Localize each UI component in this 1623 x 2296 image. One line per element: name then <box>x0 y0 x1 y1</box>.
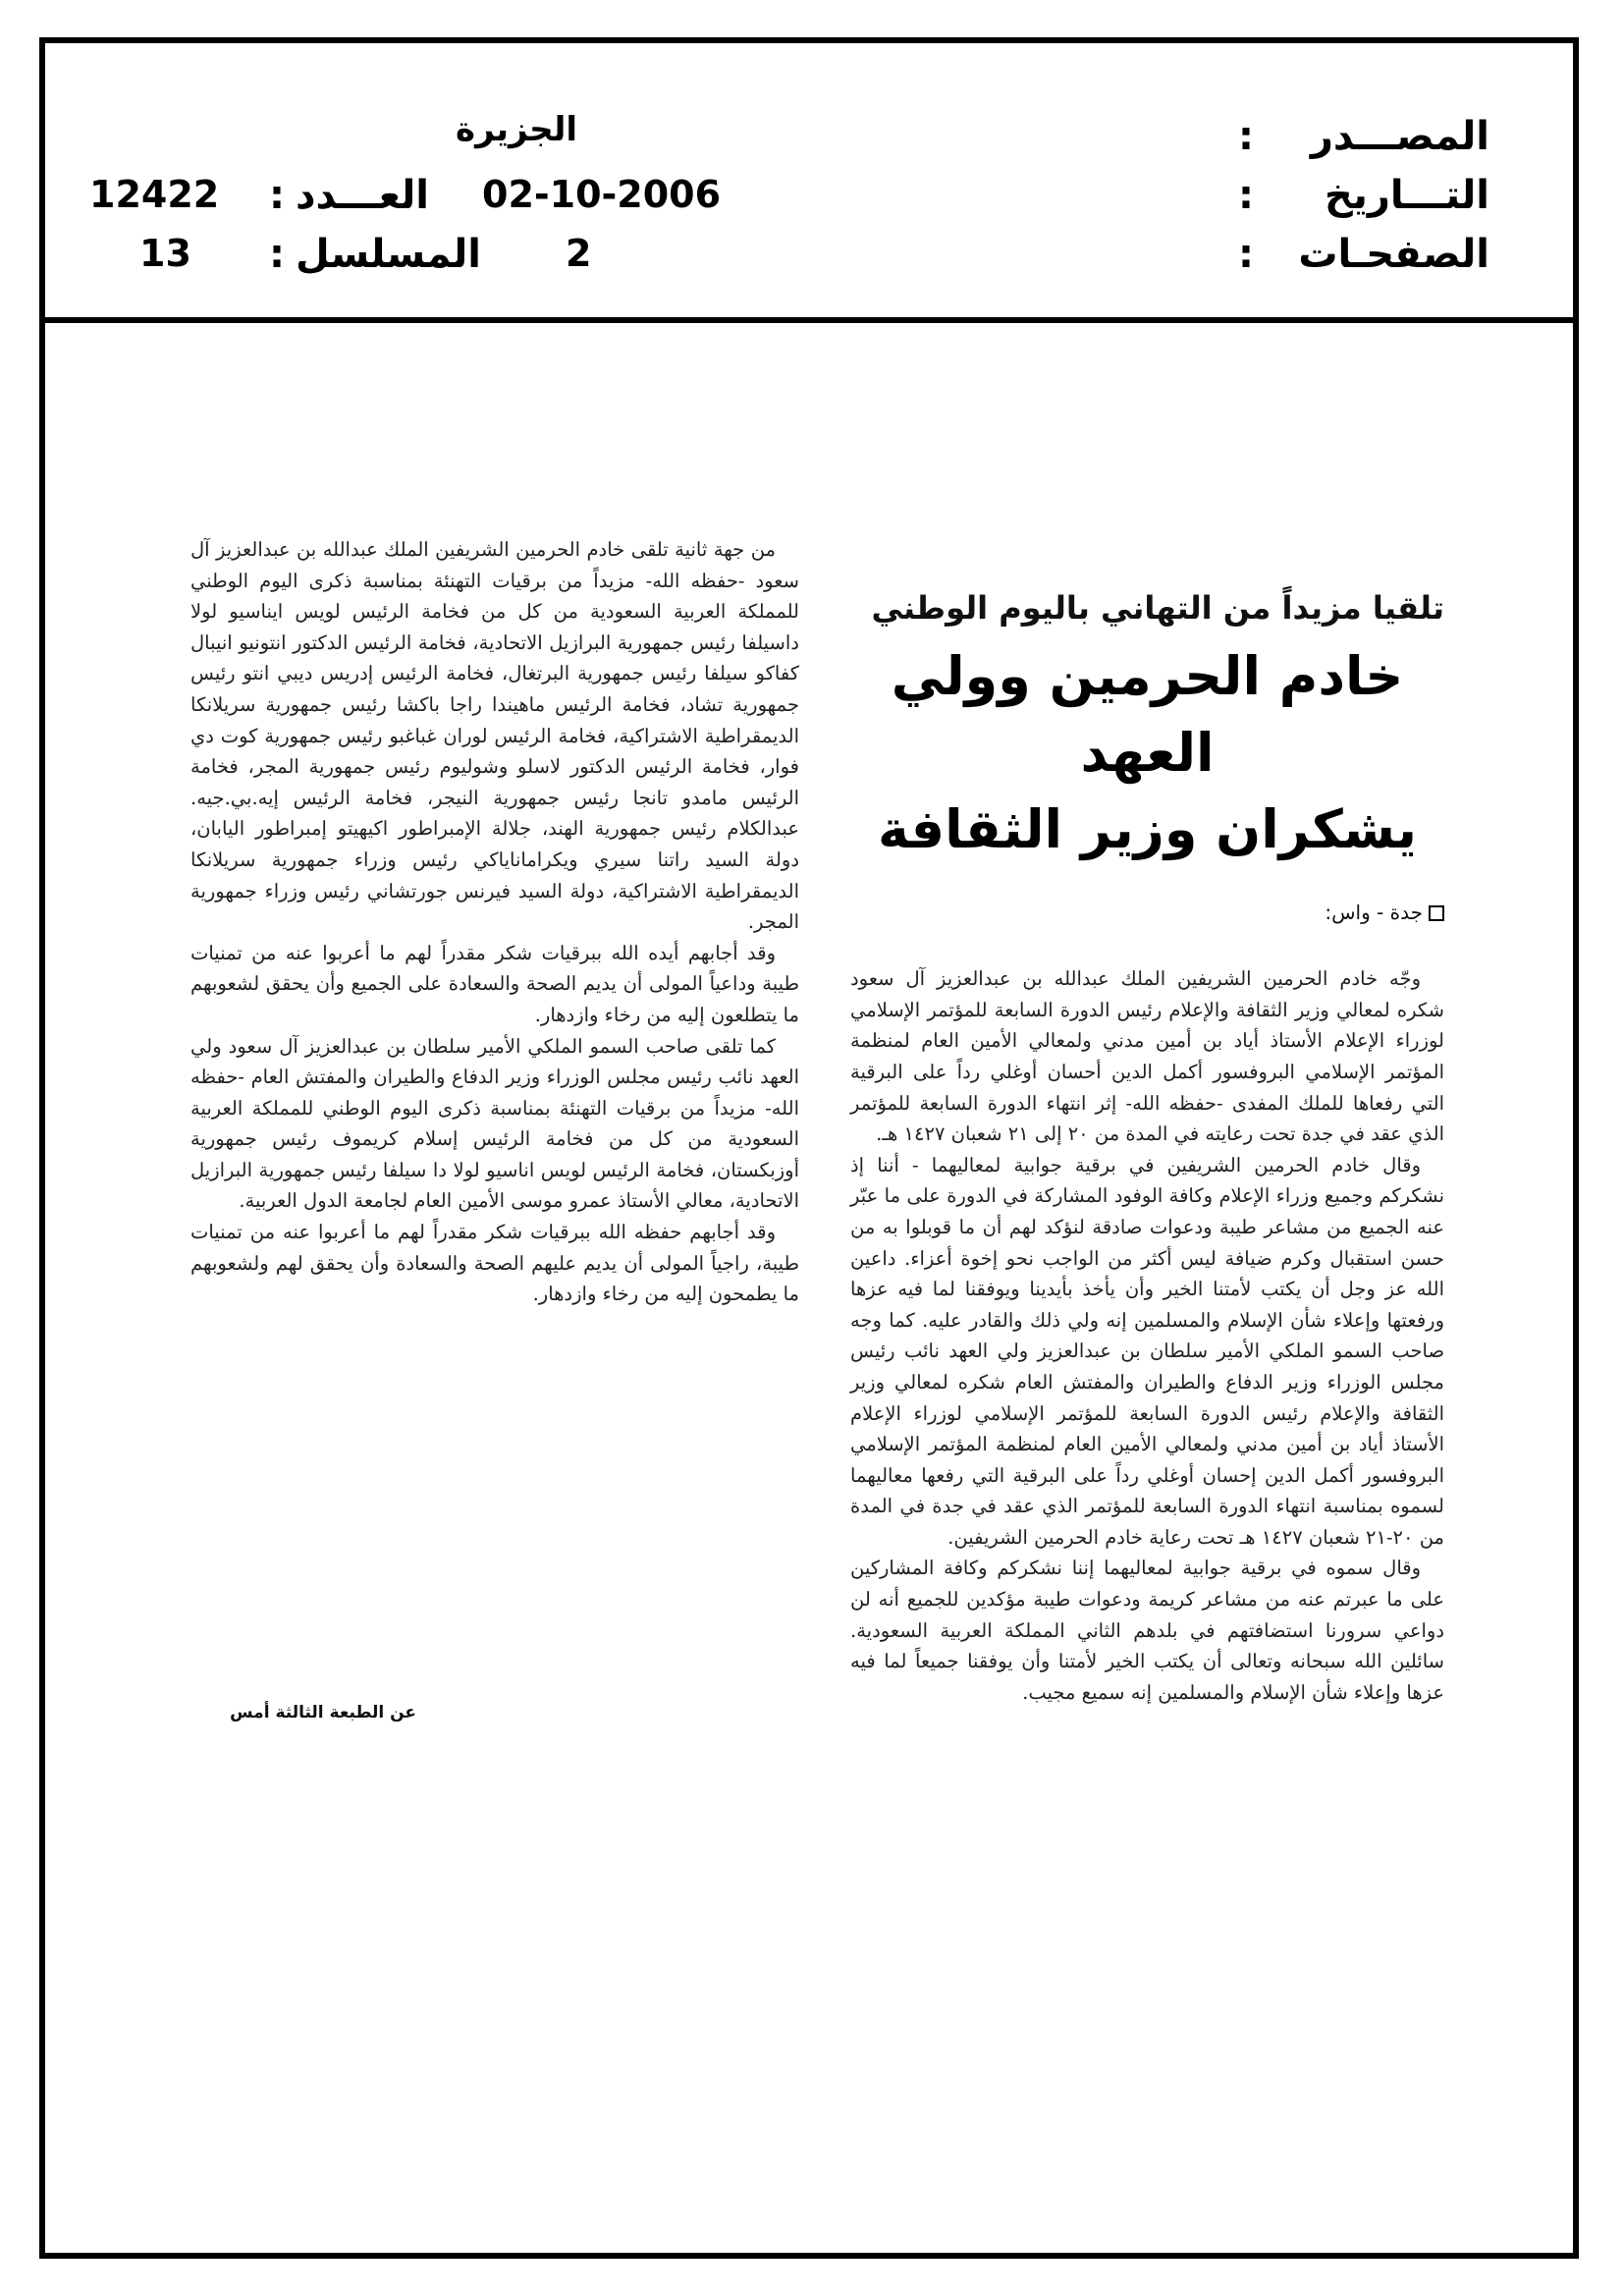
left-paragraph-2: وقد أجابهم أيده الله ببرقيات شكر مقدراً لهم ما أعربوا عنه من تمنيات طيبة وداعياً المولى أن يديم الصحة والسعادة على الجميع وأن يحقق لشعوبهم ما يتطلعون إليه من رخاء وازدهار. <box>190 941 799 1026</box>
serial-colon: : <box>269 232 285 277</box>
serial-label: المسلسل <box>296 232 481 277</box>
dateline-text: جدة - واس: <box>1325 900 1423 924</box>
article-dateline <box>850 898 1444 929</box>
article-area <box>45 367 1573 2233</box>
date-value: 02-10-2006 <box>482 173 722 216</box>
article-kicker: تلقيا مزيداً من التهاني باليوم الوطني <box>871 589 1444 627</box>
pages-label: الصفحـات <box>1298 232 1489 277</box>
left-paragraph-4: وقد أجابهم حفظه الله ببرقيات شكر مقدراً لهم ما أعربوا عنه من تمنيات طيبة، راجياً المولى أن يديم عليهم الصحة والسعادة وأن يحقق لهم ولشعوبهم ما يطمحون إليه من رخاء وازدهار. <box>190 1221 799 1306</box>
edition-source-note: عن الطبعة الثالثة أمس <box>230 1703 416 1722</box>
page-frame <box>39 37 1579 2259</box>
left-paragraph-1: من جهة ثانية تلقى خادم الحرمين الشريفين الملك عبدالله بن عبدالعزيز آل سعود -حفظه الله- مزيداً من برقيات التهنئة بمناسبة ذكرى اليوم الوطني للمملكة العربية السعودية من كل من فخامة الرئيس لويس ايناسيو لولا داسيلفا رئيس جمهورية البرازيل الاتحادية، فخامة الرئيس الدكتور انتونيو انيبال كفاكو سيلفا رئيس جمهورية البرتغال، فخامة الرئيس إدريس ديبي انتو رئيس جمهورية تشاد، فخامة الرئيس ماهيندا راجا باكشا رئيس جمهورية سريلانكا الديمقراطية الاشتراكية، فخامة الرئيس لوران غباغبو رئيس جمهورية كوت دي فوار، فخامة الرئيس الدكتور لاسلو وشوليوم رئيس جمهورية المجر، فخامة الرئيس مامدو تانجا رئيس جمهورية النيجر، فخامة الرئيس إيه.بي.جيه. عبدالكلام رئيس جمهورية الهند، جلالة الإمبراطور اكيهيتو إمبراطور اليابان، دولة السيد راتنا سيري ويكراماناياكي رئيس وزراء جمهورية سريلانكا الديمقراطية الاشتراكية، دولة السيد فيرنس جورتشاني رئيس وزراء جمهورية المجر. <box>190 538 799 934</box>
right-paragraph-2: وقال خادم الحرمين الشريفين في برقية جوابية لمعاليهما - أننا إذ نشكركم وجميع وزراء الإعلام وكافة الوفود المشاركة في الدورة على ما عبّر عنه الجميع من مشاعر طيبة ودعوات صادقة لنؤكد لهم أن ما قوبلوا به من حسن استقبال وكرم ضيافة ليس أكثر من الواجب نحو إخوة أعزاء. داعين الله عز وجل أن يكتب لأمتنا الخير وأن يأخذ بأيدينا ويوفقنا لما فيه عزها ورفعتها وإعلاء شأن الإسلام والمسلمين إنه ولي ذلك والقادر عليه. كما وجه صاحب السمو الملكي الأمير سلطان بن عبدالعزيز ولي العهد نائب رئيس مجلس الوزراء وزير الدفاع والطيران والمفتش العام شكره لمعالي وزير الثقافة والإعلام رئيس الدورة السابعة للمؤتمر الإسلامي لوزراء الإعلام الأستاذ أياد بن أمين مدني ولمعالي الأمين العام لمنظمة المؤتمر الإسلامي البروفسور أكمل الدين إحسان أوغلي رداً على البرقية التي رفعها معاليهما لسموه بمناسبة انتهاء الدورة السابعة للمؤتمر الذي عقد في جدة في المدة من ٢٠-٢١ شعبان ١٤٢٧ هـ تحت رعاية خادم الحرمين الشريفين. <box>850 1153 1444 1549</box>
article-left-column <box>190 534 799 1310</box>
pages-colon: : <box>1238 232 1254 277</box>
right-paragraph-1: وجّه خادم الحرمين الشريفين الملك عبدالله بن عبدالعزيز آل سعود شكره لمعالي وزير الثقافة والإعلام رئيس الدورة السابعة للمؤتمر الإسلامي لوزراء الإعلام الأستاذ أياد بن أمين مدني ولمعالي الأمين العام لمنظمة المؤتمر الإسلامي البروفسور أكمل الدين أحسان أوغلي رداً على البرقية التي رفعاها للملك المفدى -حفظه الله- إثر انتهاء الدورة السابعة للمؤتمر الذي عقد في جدة تحت رعايته في المدة من ٢٠ إلى ٢١ شعبان ١٤٢٧ هـ. <box>850 967 1444 1146</box>
left-paragraph-3: كما تلقى صاحب السمو الملكي الأمير سلطان بن عبدالعزيز آل سعود ولي العهد نائب رئيس مجلس الوزراء وزير الدفاع والطيران والمفتش العام -حفظه الله- مزيداً من برقيات التهنئة بمناسبة ذكرى اليوم الوطني للمملكة العربية السعودية من كل من فخامة الرئيس إسلام كريموف رئيس جمهورية أوزبكستان، فخامة الرئيس لويس اناسيو لولا دا سيلفا رئيس جمهورية البرازيل الاتحادية، معالي الأستاذ عمرو موسى الأمين العام لجامعة الدول العربية. <box>190 1034 799 1213</box>
date-label: التـــاريخ <box>1325 173 1489 218</box>
source-value: الجزيرة <box>456 110 578 149</box>
source-label: المصـــدر <box>1310 114 1489 159</box>
article-headline-line-1: خادم الحرمين وولي العهد <box>891 644 1404 784</box>
article-right-column <box>850 367 1444 1708</box>
date-colon: : <box>1238 173 1254 218</box>
issue-label: العـــدد <box>296 173 429 218</box>
issue-colon: : <box>269 173 285 218</box>
dateline-bullet-icon <box>1429 905 1444 921</box>
source-colon: : <box>1238 114 1254 159</box>
clipping-header <box>45 43 1573 323</box>
article-headline-line-2: يشكران وزير الثقافة <box>877 797 1418 860</box>
right-paragraph-3: وقال سموه في برقية جوابية لمعاليهما إننا نشكركم وكافة المشاركين على ما عبرتم عنه من مشاعر كريمة ودعوات طيبة مؤكدين للجميع أنه لن دواعي سرورنا استضافتهم في بلدهم الثاني المملكة العربية السعودية. سائلين الله سبحانه وتعالى أن يكتب الخير لأمتنا وأن يوفقنا جميعاً لما فيه عزها وإعلاء شأن الإسلام والمسلمين إنه سميع مجيب. <box>850 1557 1444 1704</box>
pages-value: 2 <box>566 232 592 275</box>
serial-value: 13 <box>139 232 191 275</box>
issue-value: 12422 <box>89 173 220 216</box>
